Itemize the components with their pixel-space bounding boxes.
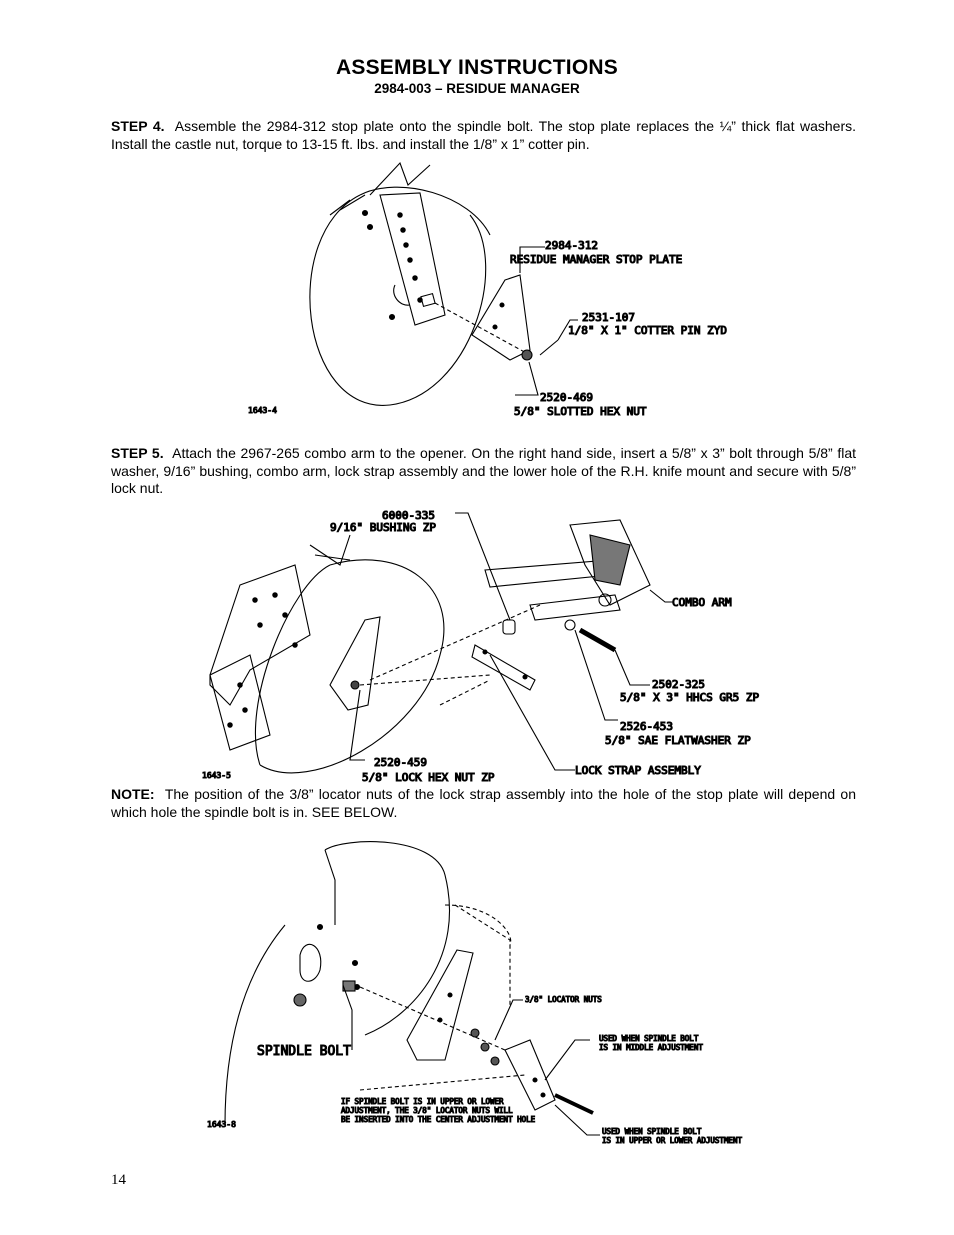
callout-2520-469-desc: 5/8" SLOTTED HEX NUT	[514, 405, 647, 418]
step5-paragraph	[111, 445, 856, 498]
page-number: 14	[111, 1172, 126, 1188]
middle-adjust-line2: IS IN MIDDLE ADJUSTMENT	[599, 1043, 703, 1052]
step5-text: Attach the 2967-265 combo arm to the opener. On the right hand side, insert a 5/8” x 3” bolt through 5/8” flat washer, 9/16” bushing, combo arm, lock strap assembly and the lower hole of the R.H. knife mount and secure with 5/8” lock nut.	[111, 445, 857, 496]
figure-1643-4	[240, 155, 740, 425]
upper-adjust-line2: IS IN UPPER OR LOWER ADJUSTMENT	[602, 1136, 742, 1145]
locator-nuts-label: 3/8" LOCATOR NUTS	[525, 995, 602, 1004]
figure-1643-8	[195, 835, 775, 1145]
figure-1643-5-id: 1643-5	[202, 771, 231, 780]
step4-label: STEP 4.	[111, 118, 165, 134]
page-subtitle: 2984-003 – RESIDUE MANAGER	[374, 81, 580, 96]
callout-lock-strap: LOCK STRAP ASSEMBLY	[575, 764, 701, 777]
callout-2502-325-desc: 5/8" X 3" HHCS GR5 ZP	[620, 691, 760, 704]
note-label: NOTE:	[111, 786, 155, 802]
if-note-line3: BE INSERTED INTO THE CENTER ADJUSTMENT HOLE	[341, 1115, 536, 1124]
step5-label: STEP 5.	[111, 445, 164, 461]
callout-2984-312-part: 2984-312	[545, 239, 598, 252]
step4-paragraph	[111, 118, 856, 153]
callout-2531-107-part: 2531-107	[582, 311, 635, 324]
figure-1643-8-id: 1643-8	[207, 1120, 236, 1129]
middle-adjust-line1: USED WHEN SPINDLE BOLT	[599, 1034, 699, 1043]
callout-2520-469-part: 2520-469	[540, 391, 593, 404]
note-paragraph	[111, 786, 856, 821]
callout-2520-459-part: 2520-459	[374, 756, 427, 769]
note-text: The position of the 3/8” locator nuts of the lock strap assembly into the hole of the stop plate will depend on which hole the spindle bolt is in. SEE BELOW.	[111, 786, 856, 820]
figure-1643-4-id: 1643-4	[248, 406, 277, 415]
callout-2526-453-part: 2526-453	[620, 720, 673, 733]
callout-2502-325-part: 2502-325	[652, 678, 705, 691]
callout-2520-459-desc: 5/8" LOCK HEX NUT ZP	[362, 771, 495, 784]
callout-6000-335-desc: 9/16" BUSHING ZP	[330, 521, 436, 534]
page-title: ASSEMBLY INSTRUCTIONS	[336, 56, 618, 79]
spindle-bolt-label: SPINDLE BOLT	[257, 1044, 351, 1059]
step4-text: Assemble the 2984-312 stop plate onto the spindle bolt. The stop plate replaces the ¼” thick flat washers. Install the castle nut, torque to 13-15 ft. lbs. and install the 1/8” x 1” cotter pin.	[111, 118, 856, 152]
upper-adjust-line1: USED WHEN SPINDLE BOLT	[602, 1127, 702, 1136]
callout-2531-107-desc: 1/8" X 1" COTTER PIN ZYD	[568, 324, 727, 337]
callout-2984-312-desc: RESIDUE MANAGER STOP PLATE	[510, 253, 683, 266]
if-note-line2: ADJUSTMENT, THE 3/8" LOCATOR NUTS WILL	[341, 1106, 513, 1115]
if-note-line1: IF SPINDLE BOLT IS IN UPPER OR LOWER	[341, 1097, 504, 1106]
callout-combo-arm: COMBO ARM	[672, 596, 732, 609]
callout-2526-453-desc: 5/8" SAE FLATWASHER ZP	[605, 734, 751, 747]
callout-6000-335-part: 6000-335	[382, 509, 435, 522]
figure-1643-5	[190, 505, 800, 790]
